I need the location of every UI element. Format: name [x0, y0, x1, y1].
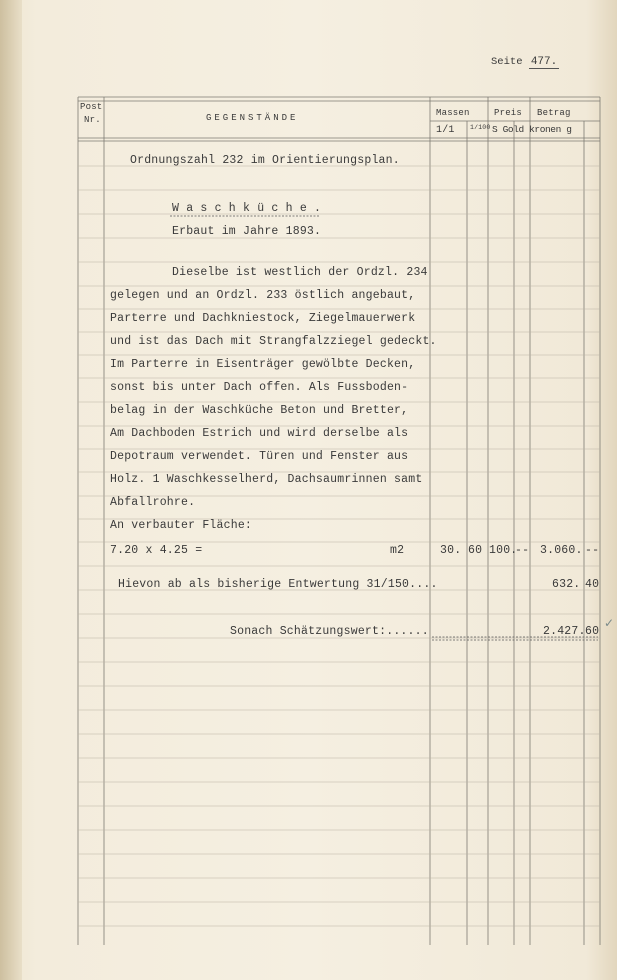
text-line: Im Parterre in Eisenträger gewölbte Decken,: [110, 358, 416, 371]
total-amount-dec: 60: [585, 625, 600, 638]
text-line: belag in der Waschküche Beton und Bretter,: [110, 404, 409, 417]
deduction-text: Hievon ab als bisherige Entwertung 31/150....: [118, 578, 438, 591]
calc-price-int: 100.: [489, 544, 518, 557]
text-line: Ordnungszahl 232 im Orientierungsplan.: [130, 154, 400, 167]
deduction-amount-int: 632.: [552, 578, 581, 591]
header-massen-1-100: 1/100: [470, 124, 491, 131]
text-line: An verbauter Fläche:: [110, 519, 253, 532]
text-line: Depotraum verwendet. Türen und Fenster aus: [110, 450, 409, 463]
calc-mass-dec: 60: [468, 544, 483, 557]
total-text: Sonach Schätzungswert:......: [230, 625, 429, 638]
section-title: W a s c h k ü c h e .: [172, 202, 322, 215]
text-line: Am Dachboden Estrich und wird derselbe als: [110, 427, 409, 440]
deduction-amount-dec: 40: [585, 578, 600, 591]
page-number: [491, 56, 559, 68]
page-number-value: 477.: [530, 56, 558, 68]
text-line: Holz. 1 Waschkesselherd, Dachsaumrinnen samt: [110, 473, 423, 486]
calc-dimensions: 7.20 x 4.25 =: [110, 544, 203, 557]
header-post: Post: [80, 102, 103, 112]
page-label: Seite: [491, 56, 523, 68]
check-mark-icon: ✓: [604, 616, 615, 630]
header-currency: S Gold kronen g: [492, 124, 572, 135]
header-massen-1-1: 1/1: [436, 125, 455, 136]
text-line: Abfallrohre.: [110, 496, 196, 509]
total-amount-int: 2.427.: [543, 625, 586, 638]
text-line: und ist das Dach mit Strangfalzziegel gedeckt.: [110, 335, 437, 348]
header-gegenstaende: GEGENSTÄNDE: [206, 113, 299, 123]
header-preis: Preis: [494, 108, 523, 118]
text-line: gelegen und an Ordzl. 233 östlich angebaut,: [110, 289, 416, 302]
text-line: Erbaut im Jahre 1893.: [172, 225, 322, 238]
text-line: Dieselbe ist westlich der Ordzl. 234: [172, 266, 428, 279]
calc-amount-dec: --: [585, 544, 600, 557]
calc-unit: m2: [390, 544, 405, 557]
calc-amount-int: 3.060.: [540, 544, 583, 557]
text-line: Parterre und Dachkniestock, Ziegelmauerwerk: [110, 312, 416, 325]
calc-price-dec: --: [515, 544, 530, 557]
calc-mass-int: 30.: [440, 544, 462, 557]
header-massen: Massen: [436, 108, 470, 118]
text-line: sonst bis unter Dach offen. Als Fussboden-: [110, 381, 409, 394]
header-nr: Nr.: [84, 115, 101, 125]
header-betrag: Betrag: [537, 108, 571, 118]
